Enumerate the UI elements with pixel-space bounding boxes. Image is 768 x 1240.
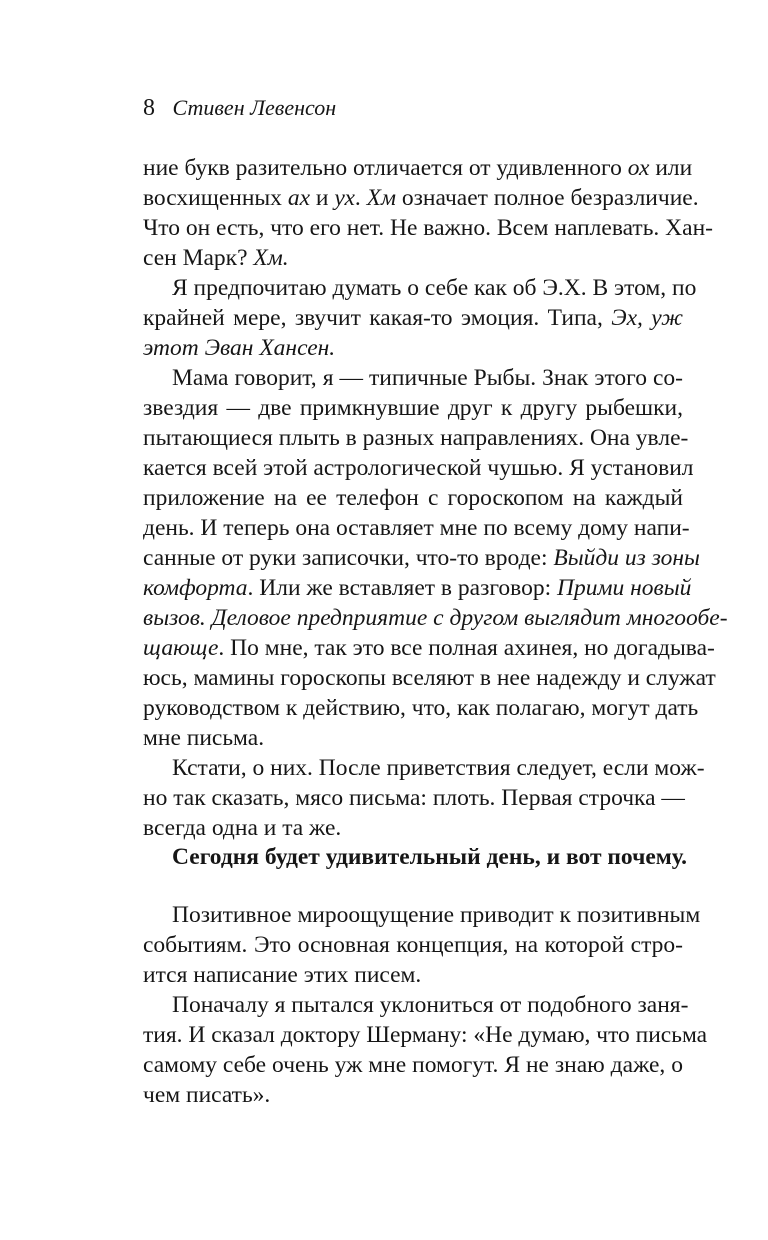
text-line: Кстати, о них. После приветствия следует, если мож- [172,755,705,781]
text-line: щающе. По мне, так это все полная ахинея, но догадыва- [143,635,715,661]
text-line: комфорта. Или же вставляет в разговор: Прими новый [143,575,692,601]
body-text-block-2 [143,900,708,1110]
text-line: мне письма. [143,725,265,751]
page-number: 8 [143,95,155,121]
body-text-block-1 [143,153,728,843]
text-line: санные от руки записочки, что-то вроде: Выйди из зоны [143,545,700,571]
text-line: кается всей этой астрологической чушью. Я установил [143,455,694,481]
text-line: сен Марк? Хм. [143,245,289,271]
text-line: пытающиеся плыть в разных направлениях. Она увле- [143,425,689,451]
text-line: Позитивное мироощущение приводит к позитивным [172,902,701,928]
text-line: самому себе очень уж мне помогут. Я не знаю даже, о [143,1052,683,1078]
text-line: восхищенных ах и ух. Хм означает полное безразличие. [143,185,699,211]
text-line: день. И теперь она оставляет мне по всему дому напи- [143,515,690,541]
running-head: Стивен Левенсон [172,95,337,120]
text-line: звездия — две примкнувшие друг к другу рыбешки, [143,395,683,421]
section-heading: Сегодня будет удивительный день, и вот почему. [172,844,688,870]
text-line: чем писать». [143,1082,271,1108]
text-line: Мама говорит, я — типичные Рыбы. Знак этого со- [172,365,683,391]
text-line: крайней мере, звучит какая-то эмоция. Типа, Эх, уж [143,305,684,331]
text-line: Я предпочитаю думать о себе как об Э.Х. В этом, по [172,275,697,301]
text-line: всегда одна и та же. [143,815,342,841]
text-line: руководством к действию, что, как полагаю, могут дать [143,695,699,721]
text-line: ится написание этих писем. [143,962,422,988]
page-header [143,95,336,121]
text-line: приложение на ее телефон с гороскопом на каждый [143,485,683,511]
text-line: событиям. Это основная концепция, на которой стро- [143,932,683,958]
text-line: Поначалу я пытался уклониться от подобного заня- [172,992,689,1018]
text-line: этот Эван Хансен. [143,335,336,361]
text-line: но так сказать, мясо письма: плоть. Первая строчка — [143,785,685,811]
text-line: вызов. Деловое предприятие с другом выглядит многообе- [143,605,728,631]
text-line: юсь, мамины гороскопы вселяют в нее надежду и служат [143,665,716,691]
text-line: ние букв разительно отличается от удивленного ох или [143,155,693,181]
text-line: тия. И сказал доктору Шерману: «Не думаю, что письма [143,1022,708,1048]
text-line: Что он есть, что его нет. Не важно. Всем наплевать. Хан- [143,215,713,241]
